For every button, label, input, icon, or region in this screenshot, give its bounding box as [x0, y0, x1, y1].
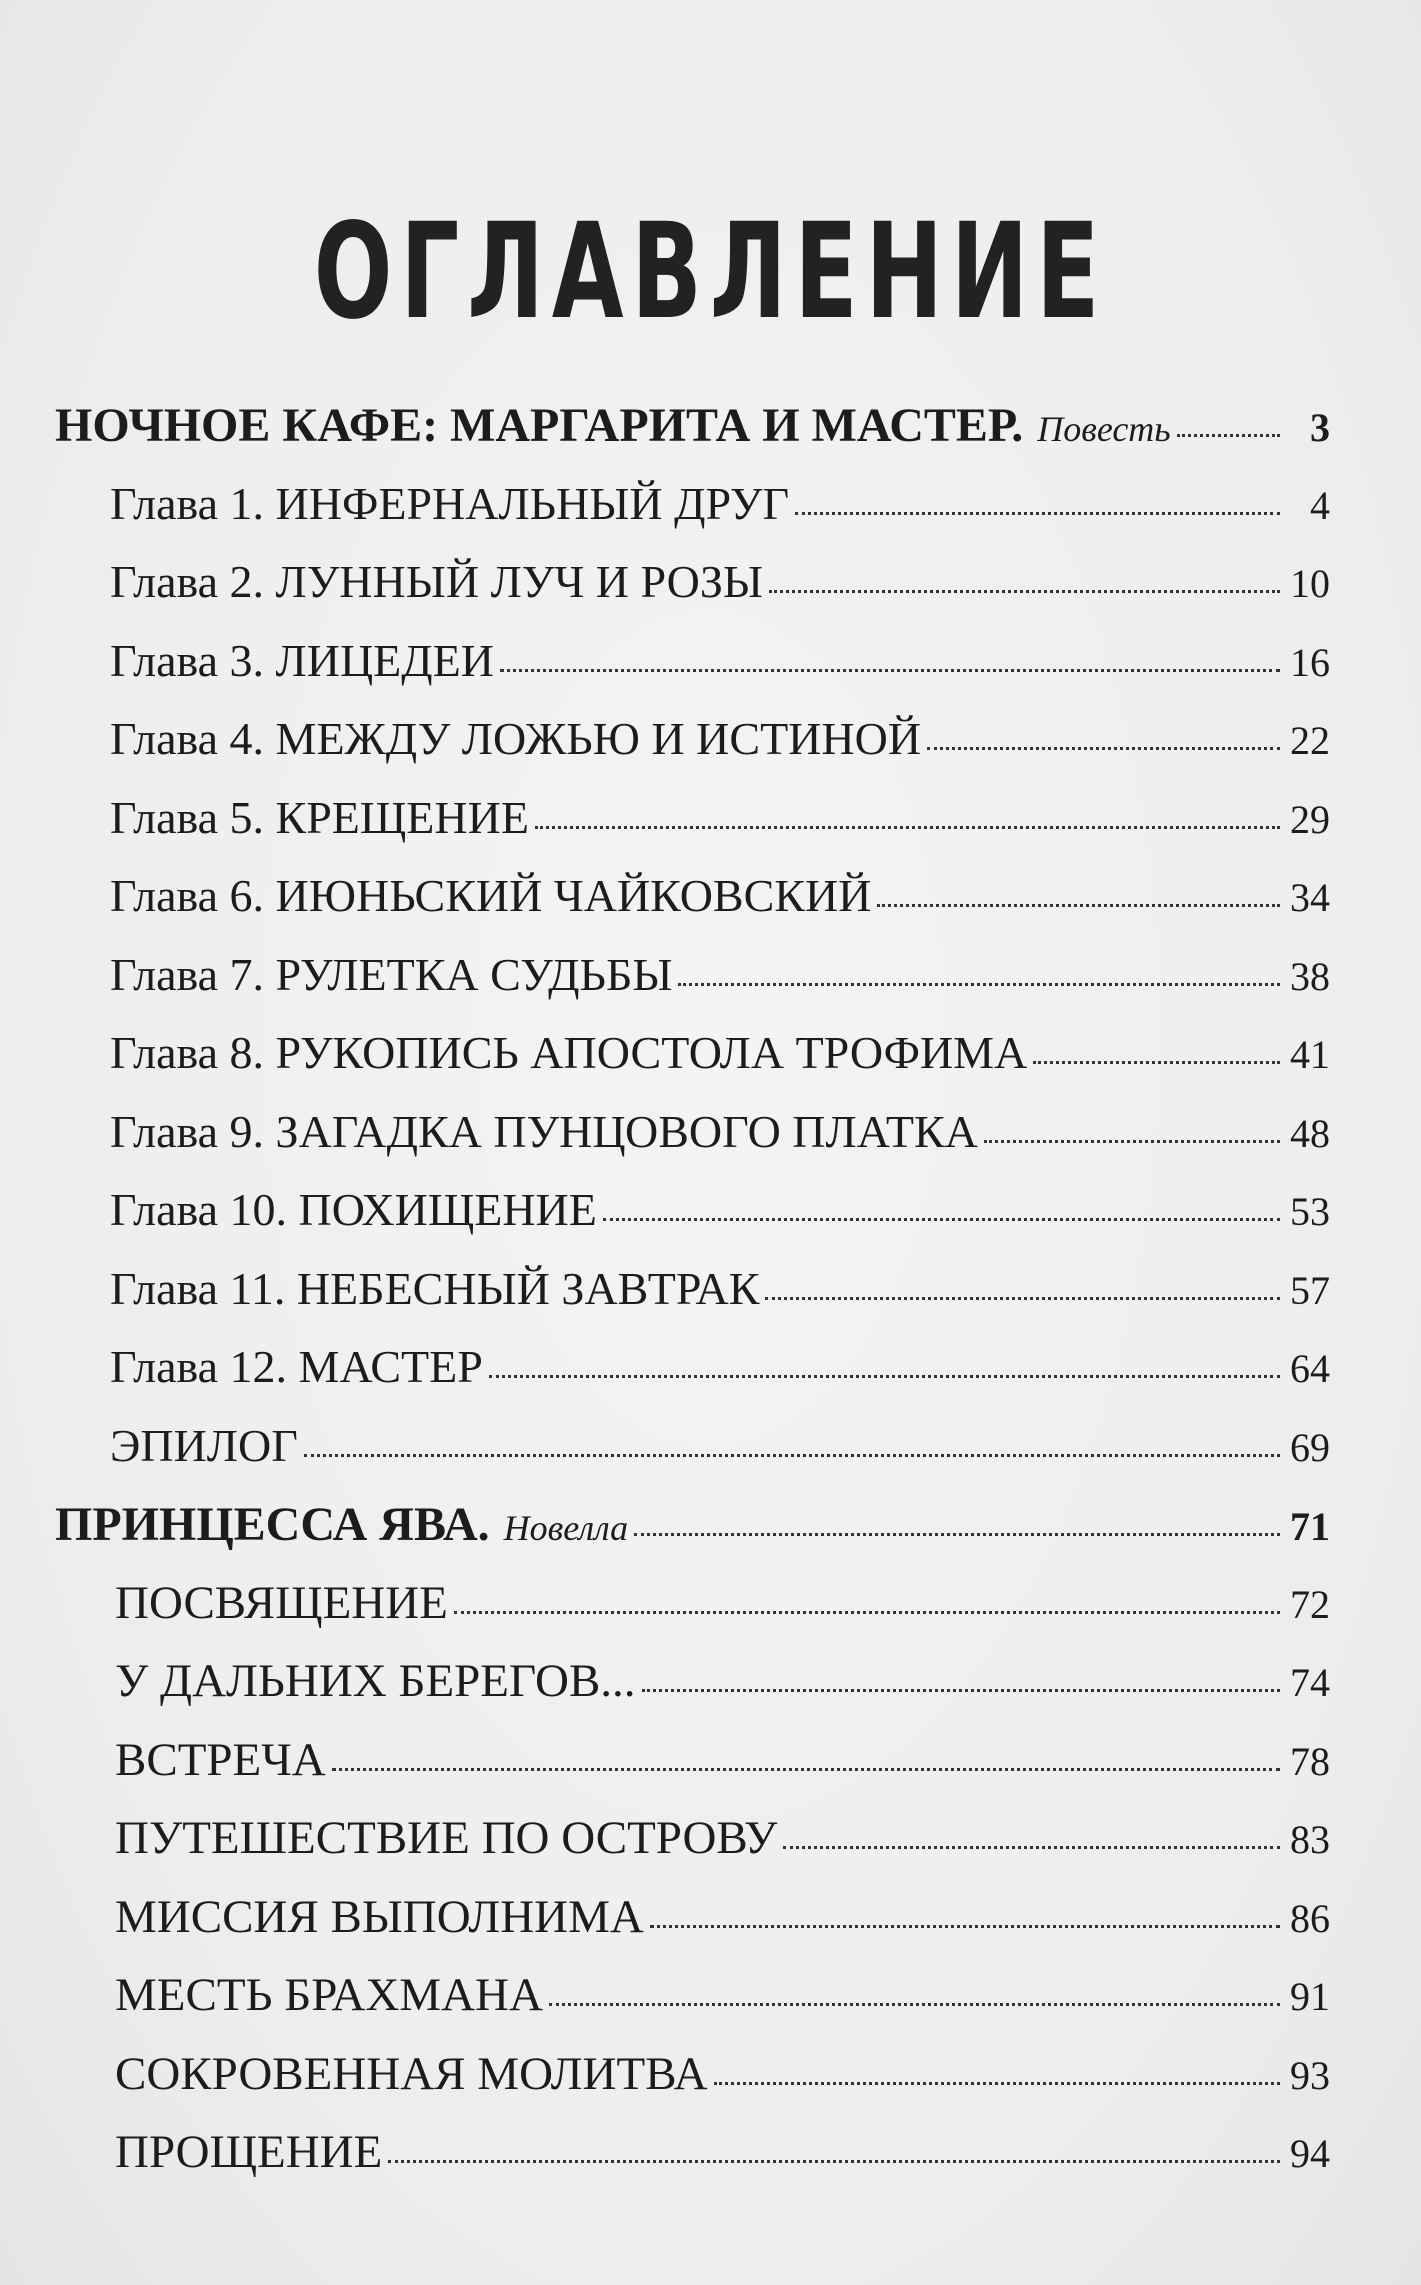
page-number: 4	[1310, 482, 1330, 528]
table-of-contents	[55, 398, 1330, 2204]
page-number: 41	[1290, 1032, 1330, 1077]
page-number: 83	[1290, 1817, 1330, 1862]
leader-dots	[769, 590, 1280, 593]
leader-dots	[984, 1140, 1280, 1143]
page-number: 10	[1290, 561, 1330, 606]
part-title: ПРИНЦЕССА ЯВА.	[55, 1498, 490, 1551]
page-number: 69	[1290, 1424, 1330, 1470]
toc-entry	[55, 1654, 1330, 1733]
entry-label: Глава 8. РУКОПИСЬ АПОСТОЛА ТРОФИМА	[110, 1027, 1028, 1078]
part-title: НОЧНОЕ КАФЕ: МАРГАРИТА И МАСТЕР.	[55, 399, 1024, 452]
leader-dots	[603, 1218, 1280, 1221]
entry-label: СОКРОВЕННАЯ МОЛИТВА	[115, 2047, 708, 2100]
leader-dots	[454, 1611, 1280, 1614]
leader-dots	[388, 2160, 1280, 2163]
page-title: ОГЛАВЛЕНИЕ	[313, 195, 1108, 349]
leader-dots	[304, 1454, 1280, 1457]
toc-entry	[55, 2047, 1330, 2126]
page-number: 93	[1290, 2052, 1330, 2098]
toc-entry	[55, 1576, 1330, 1655]
page-number: 72	[1290, 1581, 1330, 1627]
entry-label: МЕСТЬ БРАХМАНА	[115, 1969, 543, 2021]
page-number: 22	[1290, 718, 1330, 763]
entry-label: Глава 9. ЗАГАДКА ПУНЦОВОГО ПЛАТКА	[110, 1105, 978, 1157]
toc-entry	[55, 948, 1330, 1027]
toc-entry	[55, 634, 1330, 713]
leader-dots	[678, 983, 1280, 986]
page-number: 3	[1310, 405, 1330, 450]
toc-entry	[55, 1026, 1330, 1105]
toc-entry	[55, 712, 1330, 791]
toc-part-1	[55, 398, 1330, 477]
leader-dots	[765, 1297, 1280, 1300]
toc-entry	[55, 2125, 1330, 2204]
page-number: 86	[1290, 1895, 1330, 1941]
toc-entry	[55, 1968, 1330, 2047]
page-number: 34	[1290, 875, 1330, 920]
leader-dots	[714, 2082, 1280, 2085]
entry-label: У ДАЛЬНИХ БЕРЕГОВ...	[115, 1655, 636, 1707]
leader-dots	[535, 826, 1280, 829]
toc-entry	[55, 555, 1330, 634]
entry-label: Глава 11. НЕБЕСНЫЙ ЗАВТРАК	[110, 1262, 760, 1314]
toc-entry	[55, 1733, 1330, 1812]
entry-label: Глава 5. КРЕЩЕНИЕ	[110, 791, 529, 843]
page-number: 57	[1290, 1267, 1330, 1313]
leader-dots	[650, 1925, 1280, 1928]
leader-dots	[500, 669, 1280, 672]
toc-entry	[55, 869, 1330, 948]
leader-dots	[927, 747, 1280, 750]
toc-entry	[55, 1890, 1330, 1969]
leader-dots	[1177, 434, 1280, 437]
leader-dots	[634, 1533, 1280, 1536]
leader-dots	[1033, 1061, 1280, 1064]
entry-label: Глава 4. МЕЖДУ ЛОЖЬЮ И ИСТИНОЙ	[110, 713, 922, 764]
page-number: 74	[1290, 1660, 1330, 1705]
leader-dots	[795, 512, 1280, 515]
toc-entry	[55, 1419, 1330, 1498]
page-number: 94	[1290, 2131, 1330, 2176]
toc-entry	[55, 1811, 1330, 1890]
entry-label: Глава 3. ЛИЦЕДЕИ	[110, 634, 494, 686]
entry-label: Глава 12. МАСТЕР	[110, 1341, 483, 1392]
toc-part-2	[55, 1497, 1330, 1576]
page-number: 78	[1290, 1738, 1330, 1784]
page-number: 29	[1290, 796, 1330, 842]
entry-label: Глава 2. ЛУННЫЙ ЛУЧ И РОЗЫ	[110, 556, 763, 607]
entry-label: ПОСВЯЩЕНИЕ	[115, 1576, 448, 1629]
entry-label: Глава 7. РУЛЕТКА СУДЬБЫ	[110, 948, 673, 1000]
page-number: 91	[1290, 1974, 1330, 2019]
leader-dots	[332, 1768, 1280, 1771]
leader-dots	[489, 1375, 1280, 1378]
entry-label: Глава 6. ИЮНЬСКИЙ ЧАЙКОВСКИЙ	[110, 870, 872, 921]
toc-entry	[55, 1183, 1330, 1262]
page-number: 16	[1290, 639, 1330, 685]
toc-entry	[55, 1340, 1330, 1419]
entry-label: МИССИЯ ВЫПОЛНИМА	[115, 1890, 644, 1943]
page-number: 48	[1290, 1110, 1330, 1156]
entry-label: Глава 1. ИНФЕРНАЛЬНЫЙ ДРУГ	[110, 477, 790, 529]
entry-label: ВСТРЕЧА	[115, 1733, 326, 1786]
toc-entry	[55, 791, 1330, 870]
part-genre: Новелла	[503, 1508, 629, 1548]
leader-dots	[783, 1846, 1280, 1849]
page-number: 71	[1290, 1504, 1330, 1549]
toc-entry	[55, 1105, 1330, 1184]
part-genre: Повесть	[1037, 409, 1171, 449]
page-number: 53	[1290, 1189, 1330, 1234]
entry-label: ПРОЩЕНИЕ	[115, 2126, 383, 2178]
leader-dots	[642, 1689, 1280, 1692]
entry-label: ЭПИЛОГ	[110, 1419, 298, 1471]
toc-entry	[55, 1262, 1330, 1341]
leader-dots	[549, 2003, 1280, 2006]
page-number: 38	[1290, 953, 1330, 999]
entry-label: ПУТЕШЕСТВИЕ ПО ОСТРОВУ	[115, 1812, 778, 1864]
leader-dots	[877, 904, 1280, 907]
toc-entry	[55, 477, 1330, 556]
page-number: 64	[1290, 1346, 1330, 1391]
entry-label: Глава 10. ПОХИЩЕНИЕ	[110, 1184, 597, 1235]
